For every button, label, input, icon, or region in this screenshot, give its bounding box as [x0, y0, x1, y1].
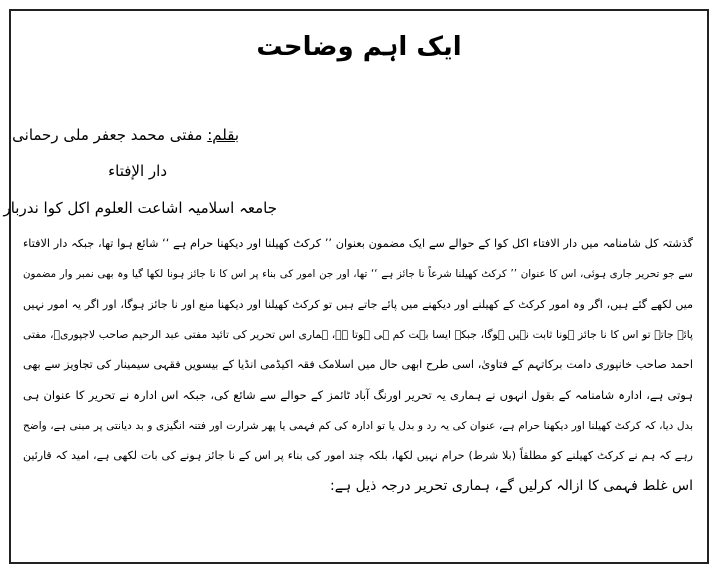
document-title: ایک اہم وضاحت: [256, 32, 462, 62]
paragraph-line: اس غلط فہمی کا ازالہ کرلیں گے، ہماری تحریر درجہ ذیل ہے:: [330, 478, 693, 495]
paragraph-line: ہوتی ہے، ادارہ شامنامہ کے بقول انہوں نے ہماری یہ تحریر اورنگ آباد ٹائمز کے حوالے سے شائع کی، جبکہ اس ادارہ نے تحریر کا عنوان ہی: [23, 388, 693, 403]
paragraph-line: میں لکھے گئے ہیں، اگر وہ امور کرکٹ کے کھیلنے اور دیکھنے میں پائے جاتے ہیں تو کرکٹ کھیلنا اور دیکھنا منع اور نا جائز ہوگا، اور اگر یہ امور نہیں: [23, 297, 693, 311]
paragraph-line: رہے کہ ہم نے کرکٹ کھیلنے کو مطلقاً (بلا شرط) حرام نہیں لکھا، بلکہ چند امور کی بناء پر اس کے نا جائز ہونے کی بات لکھی ہے، امید کہ قارئین: [23, 449, 693, 463]
department-name: دار الإفتاء: [108, 162, 167, 180]
paragraph-line: پائے جاتے تو اس کا نا جائز ہونا ثابت نہیں ہوگا، جبکہ ایسا بہت کم ہی ہوتا ہے، ہماری اس تحریر کی تائید مفتی عبد الرحیم صاحب لاجپوریؒ، مفتی: [23, 327, 693, 341]
paragraph-line: بدل دیا، کہ کرکٹ کھیلنا اور دیکھنا حرام ہے، عنوان کی یہ رد و بدل یا تو ادارہ کی کم فہمی یا پھر شرارت اور فتنہ انگیزی و بد دیانتی پر مبنی ہے، واضح: [23, 419, 693, 432]
paragraph-line: گذشتہ کل شامنامہ میں دار الافتاء اکل کوا کے حوالے سے ایک مضمون بعنوان ’’ کرکٹ کھیلنا اور دیکھنا حرام ہے ‘‘ شائع ہوا تھا، جبکہ دار الافتاء: [23, 237, 693, 250]
document-frame: [3, 9, 709, 564]
paragraph-line: سے جو تحریر جاری ہوئی، اس کا عنوان ’’ کرکٹ کھیلنا شرعاً نا جائز ہے ‘‘ تھا، اور جن امور کی بناء پر اس کا نا جائز ہونا لکھا گیا وہ بھی نمبر وار مضمون: [23, 268, 693, 281]
byline-prefix: بقلم:: [207, 126, 239, 144]
institution-name: جامعہ اسلامیہ اشاعت العلوم اکل کوا ندربار: [3, 199, 277, 217]
paragraph-line: احمد صاحب خانپوری دامت برکاتہم کے فتاویٰ، اسی طرح ابھی حال میں اسلامک فقہ اکیڈمی انڈیا کے بیسویں فقہی سیمینار کی تجاویز سے بھی: [23, 358, 693, 372]
author-byline: [12, 122, 239, 148]
author-name: مفتی محمد جعفر ملی رحمانی: [12, 126, 203, 144]
body-paragraph: [23, 229, 693, 502]
